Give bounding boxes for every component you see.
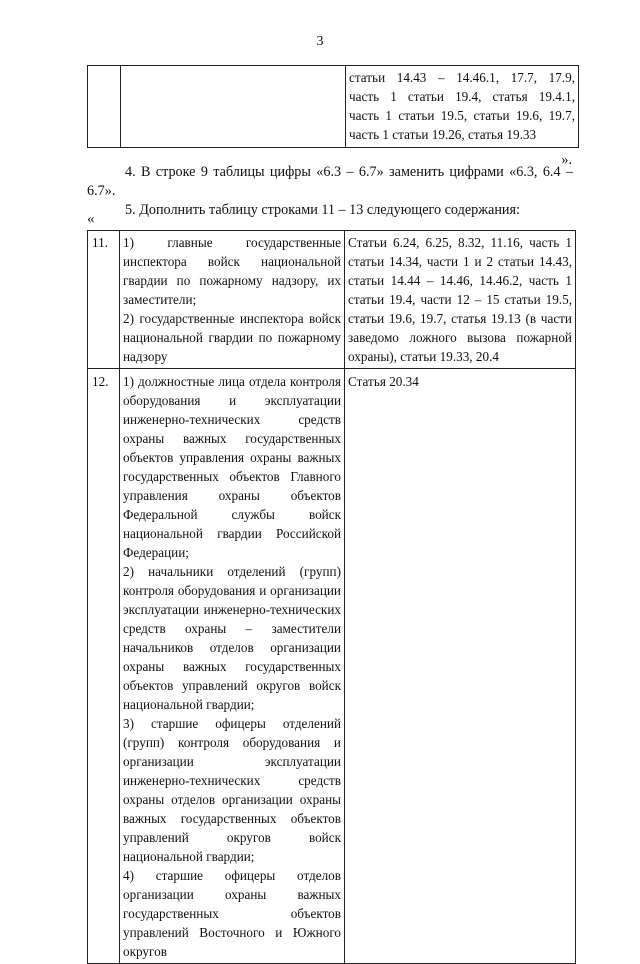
row-number: 12. [88,369,120,964]
table-row [88,66,579,148]
official-item: 3) старшие офицеры отделений (групп) контроля оборудования и организации эксплуатации инженерно-технических средств охраны отделов организации охраны важных государственных объектов управлений округов войск национальной гвардии; [123,716,341,864]
page-number: 3 [316,34,324,49]
official-item: 2) начальники отделений (групп) контроля оборудования и организации эксплуатации инженерно-технических средств охраны – заместители начальников отделов организации охраны важных государственных объектов управлений округов войск национальной гвардии; [123,564,341,712]
articles-line: статьи 14.43 – 14.46.1, 17.7, 17.9, [349,70,575,85]
articles-cell: Статьи 6.24, 6.25, 8.32, 11.16, часть 1 статьи 14.34, части 1 и 2 статьи 14.43, статьи 14.44 – 14.46, 14.46.2, часть 1 статьи 19.4, части 12 – 15 статьи 19.5, статьи 19.6, 19.7, статья 19.13 (в части заведомо ложного вызова пожарной охраны), статьи 19.33, 20.4 [345,231,576,369]
official-item: 1) должностные лица отдела контроля оборудования и эксплуатации инженерно-технических средств охраны важных государственных объектов управления охраны важных государственных объектов Главного управления охраны объектов Федеральной службы войск национальной гвардии Российской Федерации; [123,374,341,560]
official-item: 2) государственные инспектора войск национальной гвардии по пожарному надзору [123,311,341,364]
articles-line: часть 1 статьи 19.26, статья 19.33 [349,127,537,142]
official-item: 4) старшие офицеры отделов организации охраны важных государственных объектов управлений Восточного и Южного округов [123,868,341,959]
articles-cell [346,66,579,148]
officials-cell [121,66,346,148]
number-cell [88,66,121,148]
table-row [88,369,576,964]
paragraph-5: 5. Дополнить таблицу строками 11 – 13 следующего содержания: [125,202,520,218]
paragraph-4: 4. В строке 9 таблицы цифры «6.3 – 6.7» заменить цифрами «6.3, 6.4 – 6.7». [87,164,573,199]
row-number: 11. [88,231,120,369]
closing-quote: ». [561,152,572,168]
amendment-table [87,230,576,964]
continuation-table [87,65,579,148]
articles-line: часть 1 статьи 19.4, статья 19.4.1, [349,89,575,104]
table-row [88,231,576,369]
articles-cell: Статья 20.34 [345,369,576,964]
officials-cell [120,231,345,369]
officials-cell [120,369,345,964]
opening-quote: « [87,211,95,227]
official-item: 1) главные государственные инспектора войск национальной гвардии по пожарному надзору, их заместители; [123,235,341,307]
articles-line: часть 1 статьи 19.5, статьи 19.6, 19.7, [349,108,575,123]
